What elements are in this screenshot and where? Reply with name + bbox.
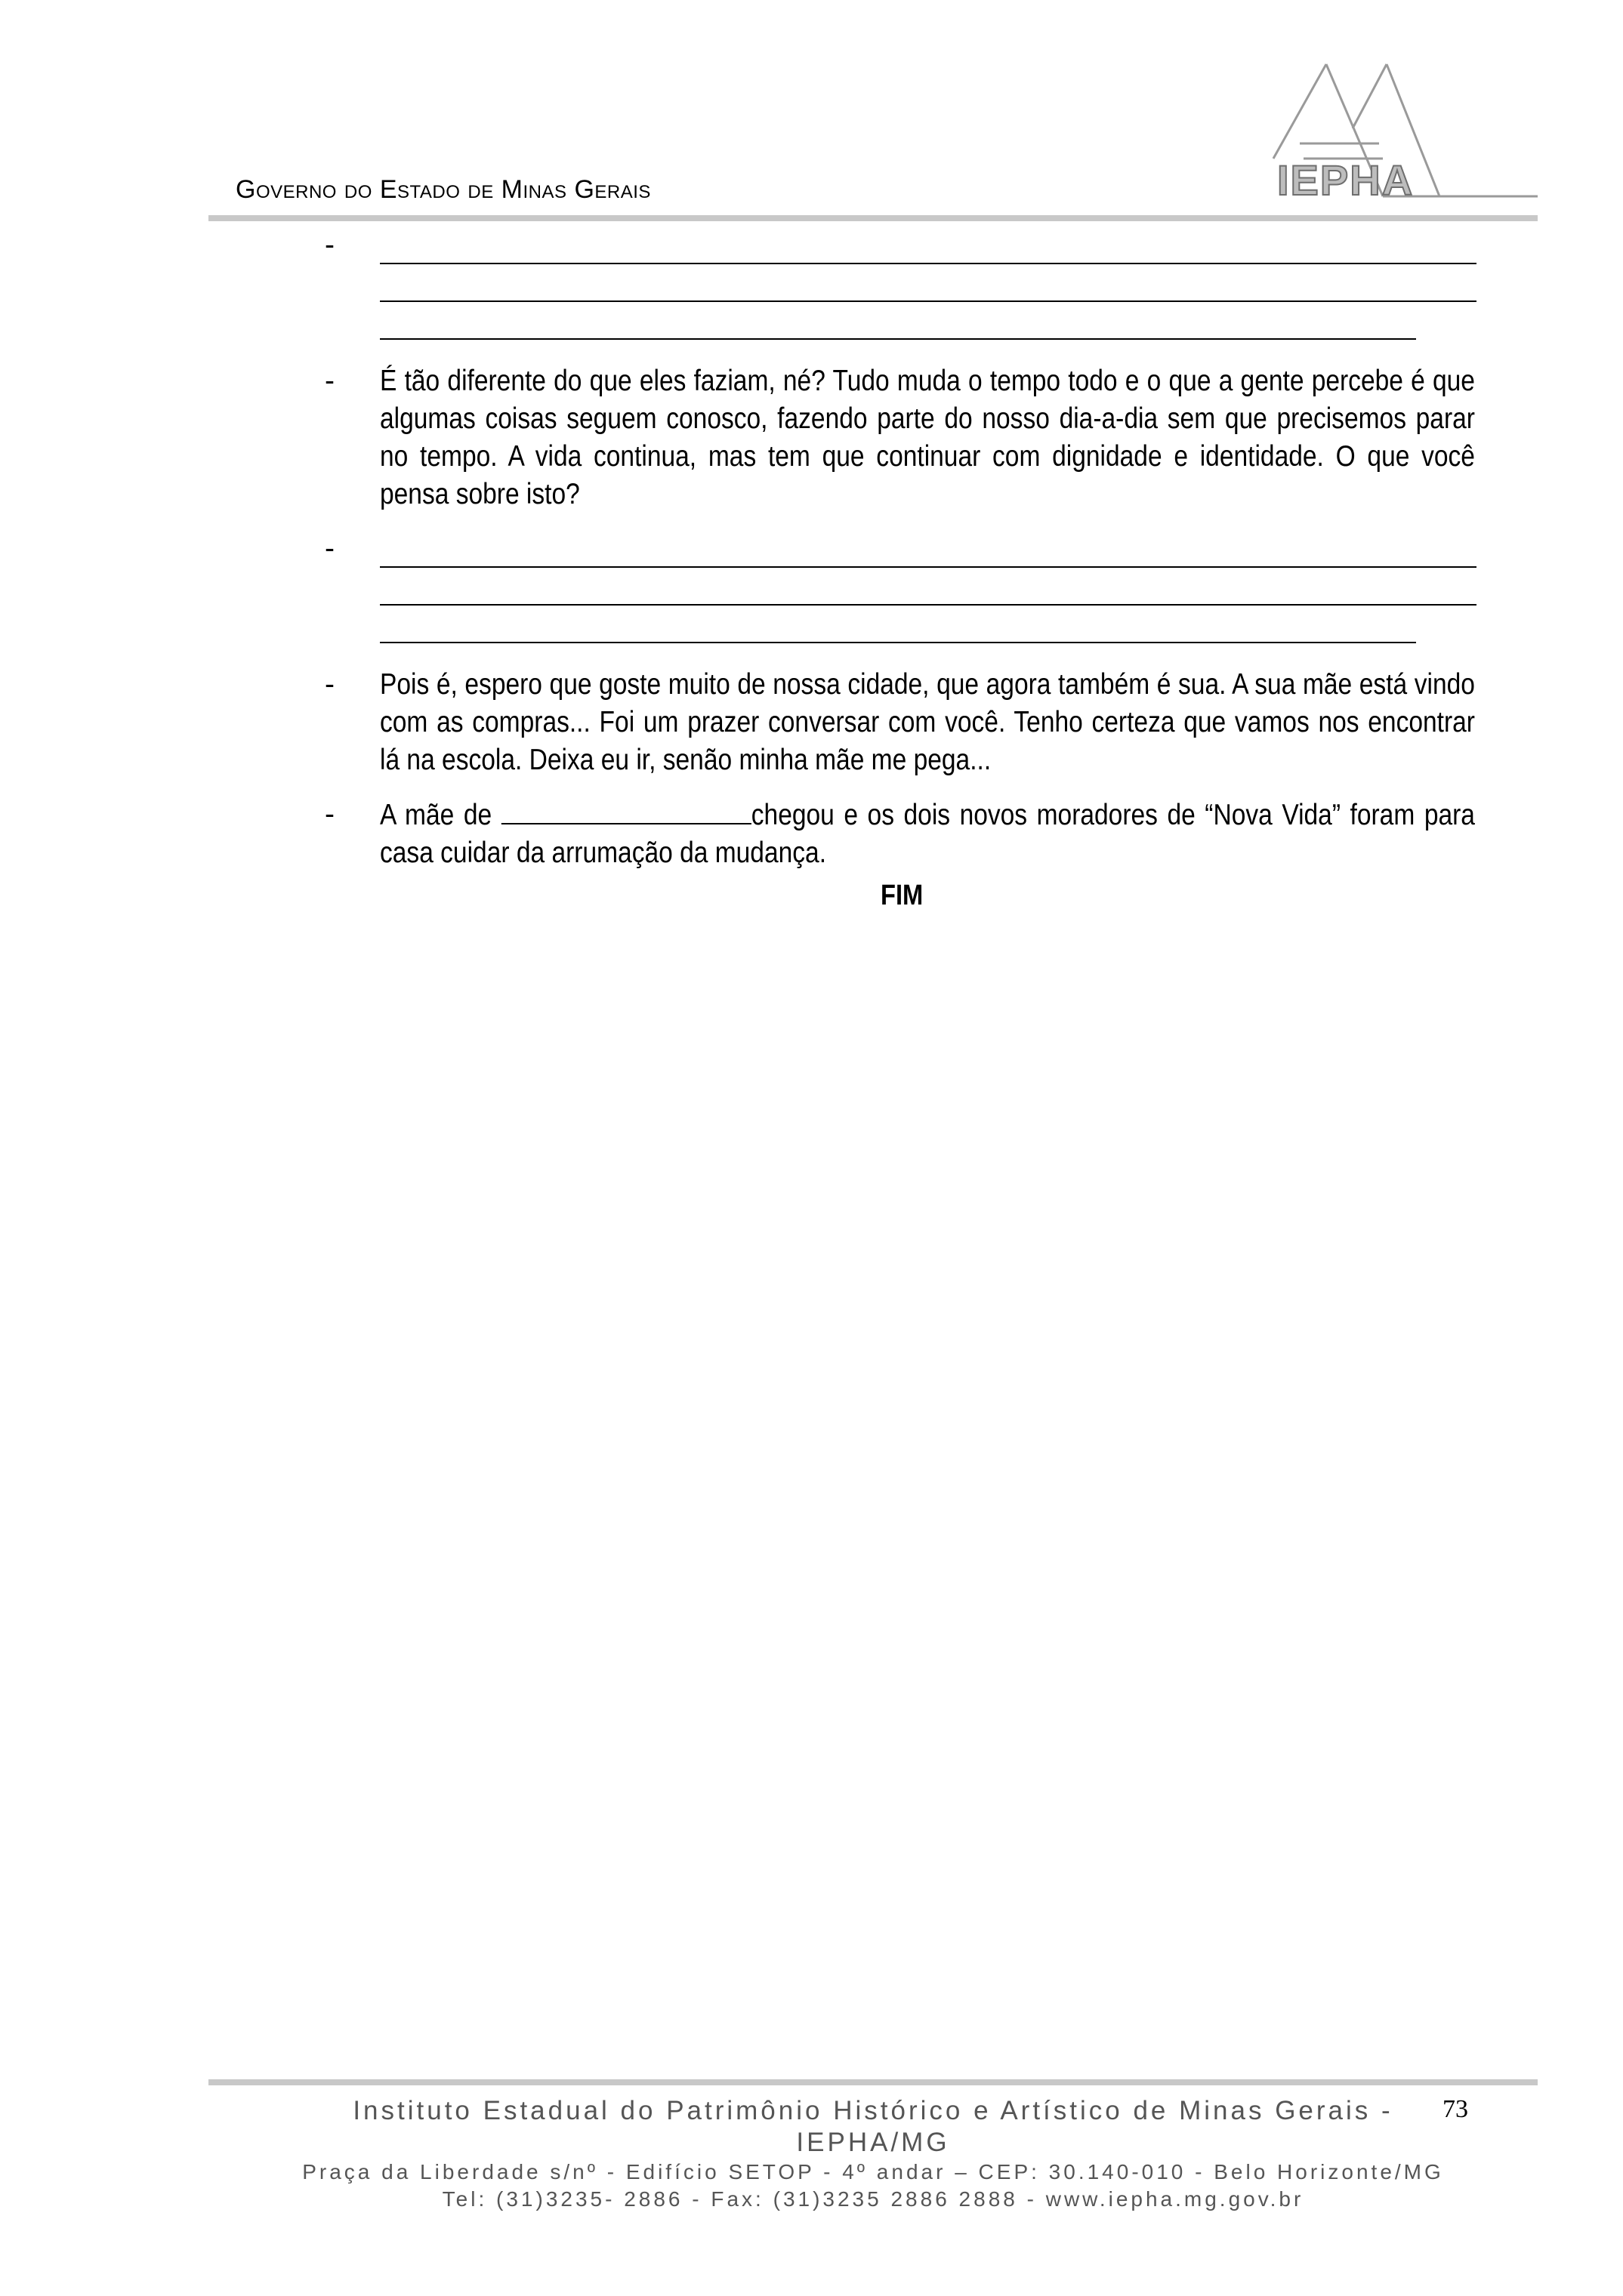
fill-in-blank[interactable] xyxy=(501,796,751,824)
footer-institute: Instituto Estadual do Patrimônio Histórico e Artístico de Minas Gerais - IEPHA/MG xyxy=(353,2096,1393,2157)
fill-in-before: A mãe de xyxy=(380,799,501,831)
dialogue-text xyxy=(380,796,1475,872)
answer-line[interactable] xyxy=(380,302,1416,340)
answer-line[interactable] xyxy=(380,568,1476,606)
fill-in-after: chegou e os dois novos moradores de “Nova Vida” foram para casa cuidar da arrumação da mudança. xyxy=(380,799,1475,869)
dialogue-dash: - xyxy=(325,532,335,565)
header-divider xyxy=(208,215,1538,221)
dialogue-text: Pois é, espero que goste muito de nossa cidade, que agora também é sua. A sua mãe está vindo com as compras... Foi um prazer conversar com você. Tenho certeza que vamos nos encontrar lá na escola. Deixa eu ir, senão minha mãe me pega... xyxy=(380,668,1475,776)
dialogue-dash: - xyxy=(325,798,335,831)
header-title: Governo do Estado de Minas Gerais xyxy=(236,175,651,204)
answer-lines[interactable] xyxy=(380,227,1488,340)
iepha-logo xyxy=(1270,60,1538,211)
page-header xyxy=(208,60,1538,227)
answer-line[interactable] xyxy=(380,606,1416,643)
logo-text: IEPHA xyxy=(1277,156,1415,204)
page-number: 73 xyxy=(1442,2095,1468,2123)
answer-line[interactable] xyxy=(380,264,1476,302)
dialogue-item xyxy=(325,227,1488,340)
answer-line[interactable] xyxy=(380,530,1476,568)
dialogue-dash: - xyxy=(325,668,335,701)
dialogue-text: É tão diferente do que eles faziam, né? Tudo muda o tempo todo e o que a gente percebe é que algumas coisas seguem conosco, fazendo parte do nosso dia-a-dia sem que precisemos parar no tempo. A vida continua, mas tem que continuar com dignidade e identidade. O que você pensa sobre isto? xyxy=(380,365,1475,510)
closing-text: FIM xyxy=(881,880,924,911)
page-footer xyxy=(208,2095,1538,2213)
dialogue-item xyxy=(325,362,1488,513)
dialogue-item xyxy=(325,666,1488,779)
dialogue-item xyxy=(325,530,1488,643)
answer-lines[interactable] xyxy=(380,530,1488,643)
footer-contact: Tel: (31)3235- 2886 - Fax: (31)3235 2886 2888 - www.iepha.mg.gov.br xyxy=(442,2187,1304,2211)
dialogue-content xyxy=(325,227,1488,886)
footer-divider xyxy=(208,2079,1538,2085)
footer-address: Praça da Liberdade s/nº - Edifício SETOP - 4º andar – CEP: 30.140-010 - Belo Horizonte/MG xyxy=(302,2160,1444,2184)
dialogue-item xyxy=(325,796,1488,872)
dialogue-dash: - xyxy=(325,229,335,261)
dialogue-dash: - xyxy=(325,365,335,397)
answer-line[interactable] xyxy=(380,227,1476,264)
